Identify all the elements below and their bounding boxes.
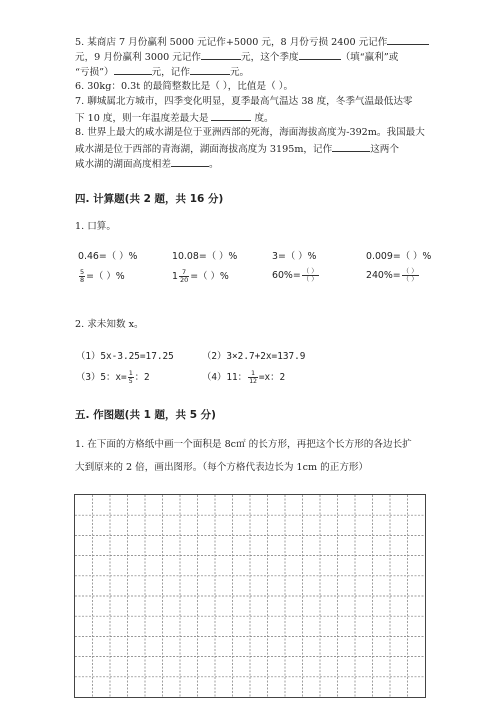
answer-blank[interactable] [211, 111, 251, 121]
answer-blank[interactable] [299, 50, 341, 60]
section5-title: 五. 作图题(共 1 题，共 5 分) [75, 409, 216, 421]
answer-blank[interactable] [171, 157, 209, 167]
q6-text: 6. 30kg：0.3t 的最简整数比是（ ），比值是（ ）。 [75, 81, 294, 92]
calc-item: 1 $\frac{7}{20}$ =（ ）% [172, 268, 229, 284]
equation-1: （1）5x-3.25=17.25 [76, 351, 174, 362]
answer-blank[interactable] [201, 50, 241, 60]
q8-text: 咸水湖的湖面高度相差 [75, 159, 171, 170]
grid-paper[interactable] [74, 494, 426, 698]
q8-text: 咸水湖是位于西部的青海湖，湖面海拔高度为 3195m，记作 [75, 144, 333, 155]
section4-sub1: 1. 口算。 [75, 221, 116, 232]
calc-item: 10.08=（ ）% [172, 251, 238, 262]
q5-text: “亏损”） [75, 67, 114, 78]
equation-2: （2）3×2.7+2x=137.9 [202, 351, 306, 362]
q7-text: 下 10 度，则一年温度差最大是 [75, 113, 209, 124]
q8-text: 这两个 [370, 144, 399, 155]
section5-line1: 1. 在下面的方格纸中画一个面积是 8c㎡ 的长方形，再把这个长方形的各边长扩 [75, 439, 412, 450]
q7-text: 度。 [254, 113, 274, 124]
q7-line1 [75, 96, 413, 108]
q5-text: 元，9 月份赢利 3000 元记作 [75, 52, 202, 63]
q8-text: 。 [208, 159, 219, 170]
answer-blank[interactable] [114, 65, 152, 75]
section4-title: 四. 计算题(共 2 题，共 16 分) [75, 193, 224, 205]
q5-line2 [75, 50, 398, 64]
grid-svg [75, 495, 425, 697]
fraction: $\frac{( )}{( )}$ [402, 267, 418, 283]
q7-line2 [75, 111, 274, 125]
calc-item: 60%= $\frac{( )}{( )}$ [272, 267, 318, 283]
q5-text: 元，这个季度 [241, 52, 299, 63]
section5-line2: 大到原来的 2 倍，画出图形。（每个方格代表边长为 1cm 的正方形） [75, 462, 369, 473]
fraction: $\frac{1}{12}$ [249, 369, 257, 385]
fraction: $\frac{( )}{( )}$ [302, 267, 318, 283]
equation-3: （3）5：x= $\frac{1}{5}$ ：2 [76, 369, 150, 385]
q7-text: 7. 聊城属北方城市，四季变化明显，夏季最高气温达 38 度，冬季气温最低达零 [75, 96, 413, 107]
answer-blank[interactable] [332, 142, 370, 152]
q5-text: （填“赢利”或 [340, 52, 399, 63]
q5-line1 [75, 35, 429, 49]
q8-line2 [75, 142, 399, 156]
q8-line1 [75, 127, 425, 139]
calc-item: 0.46=（ ）% [78, 251, 138, 262]
calc-item: 0.009=（ ）% [366, 251, 432, 262]
section4-sub2: 2. 求未知数 x。 [75, 319, 144, 330]
q6-line [75, 81, 293, 93]
answer-blank[interactable] [190, 65, 230, 75]
calc-item: 240%= $\frac{( )}{( )}$ [366, 267, 418, 283]
fraction: $\frac{5}{8}$ [80, 268, 85, 284]
q8-line3 [75, 157, 219, 171]
calc-item: 3=（ ）% [272, 251, 317, 262]
q5-text: 元，记作 [151, 67, 190, 78]
fraction: $\frac{7}{20}$ [179, 268, 189, 284]
q5-text: 5. 某商店 7 月份赢利 5000 元记作+5000 元，8 月份亏损 2400 元记作 [75, 37, 388, 48]
equation-4: （4）11： $\frac{1}{12}$ =x：2 [202, 369, 286, 385]
calc-item: $\frac{5}{8}$ =（ ）% [80, 268, 125, 284]
q8-text: 8. 世界上最大的咸水湖是位于亚洲西部的死海，海面海拔高度为-392m。我国最大 [75, 127, 425, 138]
q5-line3 [75, 65, 249, 79]
fraction: $\frac{1}{5}$ [128, 369, 133, 385]
answer-blank[interactable] [387, 35, 429, 45]
q5-text: 元。 [229, 67, 250, 78]
